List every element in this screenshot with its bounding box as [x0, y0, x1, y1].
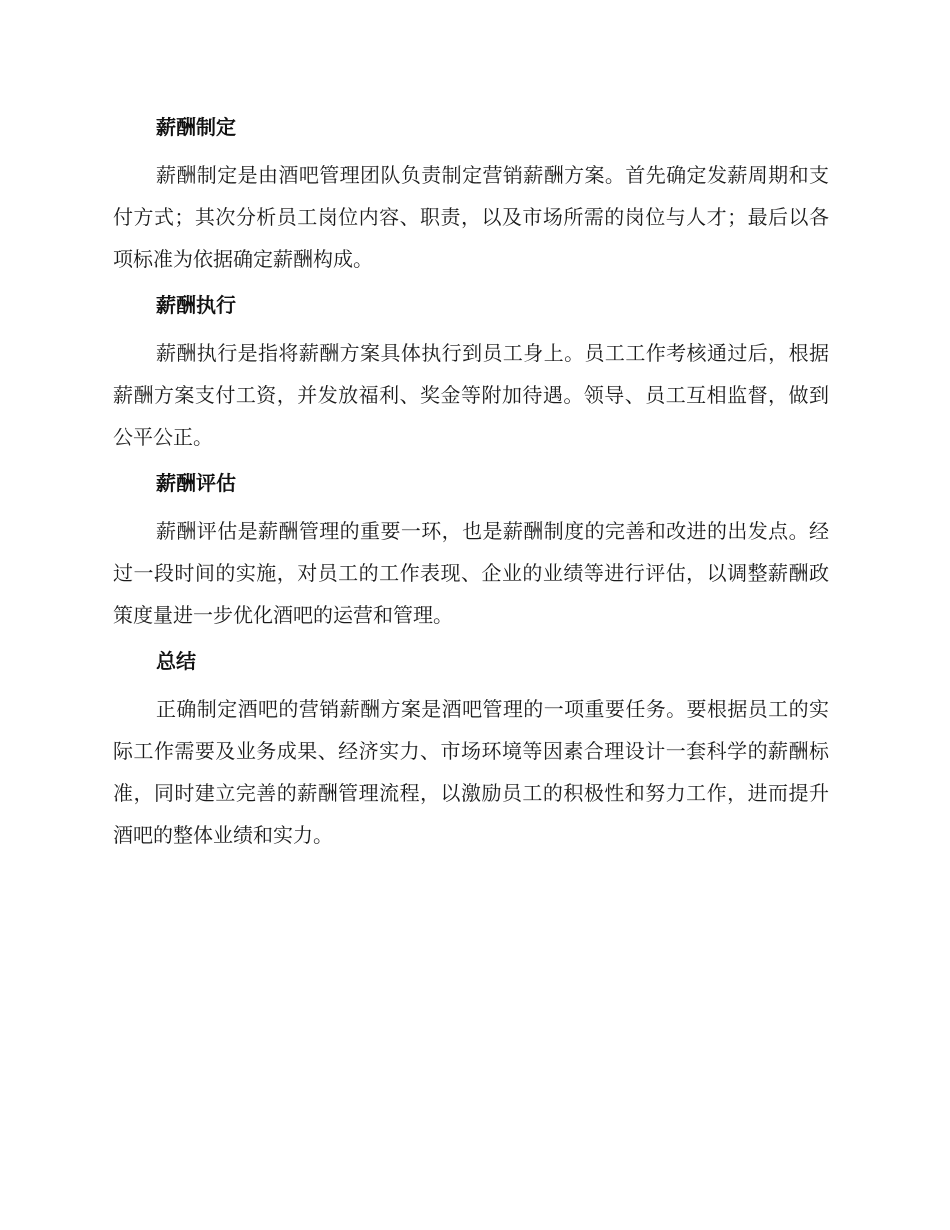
- section-paragraph: 薪酬制定是由酒吧管理团队负责制定营销薪酬方案。首先确定发薪周期和支付方式；其次分析员工岗位内容、职责，以及市场所需的岗位与人才；最后以各项标准为依据确定薪酬构成。: [113, 163, 829, 271]
- section-salary-evaluation: [113, 466, 829, 636]
- section-paragraph: 正确制定酒吧的营销薪酬方案是酒吧管理的一项重要任务。要根据员工的实际工作需要及业务成果、经济实力、市场环境等因素合理设计一套科学的薪酬标准，同时建立完善的薪酬管理流程，以激励员工的积极性和努力工作，进而提升酒吧的整体业绩和实力。: [113, 697, 829, 847]
- section-paragraph: 薪酬执行是指将薪酬方案具体执行到员工身上。员工工作考核通过后，根据薪酬方案支付工资，并发放福利、奖金等附加待遇。领导、员工互相监督，做到公平公正。: [113, 341, 829, 449]
- section-heading: 总结: [156, 649, 196, 673]
- section-salary-execution: [113, 288, 829, 458]
- section-salary-setting: [113, 110, 829, 280]
- section-heading: 薪酬执行: [156, 293, 236, 317]
- section-heading: 薪酬制定: [156, 115, 236, 139]
- section-summary: [113, 644, 829, 856]
- section-heading: 薪酬评估: [156, 471, 236, 495]
- section-paragraph: 薪酬评估是薪酬管理的重要一环，也是薪酬制度的完善和改进的出发点。经过一段时间的实施，对员工的工作表现、企业的业绩等进行评估，以调整薪酬政策度量进一步优化酒吧的运营和管理。: [113, 519, 829, 627]
- document-body: [113, 110, 829, 864]
